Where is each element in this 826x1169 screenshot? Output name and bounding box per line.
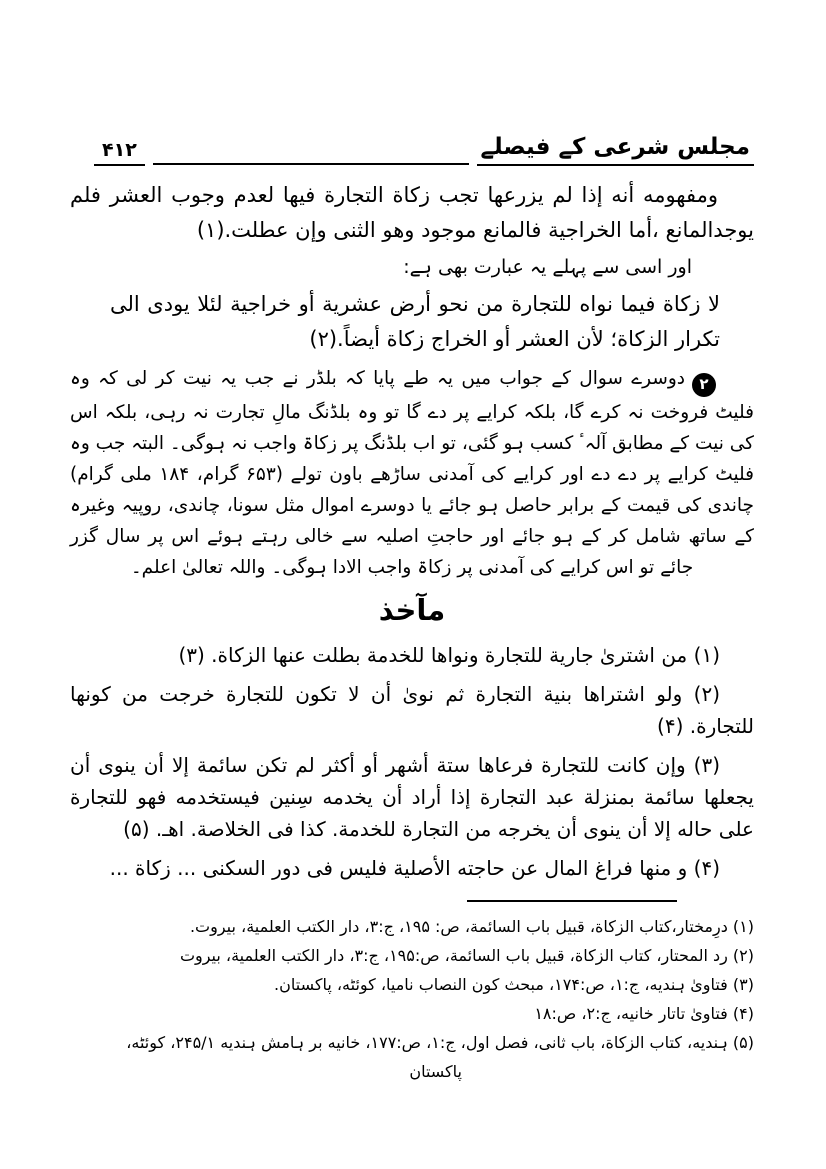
arabic-paragraph-1: ومفهومه أنه إذا لم يزرعها تجب زكاة التجارة فيها لعدم وجوب العشر فلم يوجدالمانع ،أما الخراجية فالمانع موجود وهو الثنى وإن عطلت.(١) <box>70 183 754 242</box>
urdu-answer-paragraph <box>70 363 754 583</box>
footnote: (۱) درِمختار،کتاب الزکاة، قبیل باب السائمة، ص: ۱۹۵، ج:۳، دار الکتب العلمیة، بیروت. <box>189 916 754 936</box>
footnote: (۵) ہندیه، کتاب الزکاة، باب ثانی، فصل اول، ج:۱، ص:۱۷۷، خانیه بر ہامش ہندیه ۲۴۵/۱، کوئٹه، پاکستان <box>126 1032 754 1081</box>
header-rule <box>153 163 469 165</box>
book-title: مجلس شرعی کے فیصلے <box>477 134 754 166</box>
source-item: (۴) و منها فراغ المال عن حاجته الأصلية فليس فى دور السكنى ... زكاة ... <box>109 855 720 880</box>
footnote-separator <box>467 900 677 902</box>
footnote: (۳) فتاویٰ ہندیه، ج:۱، ص:۱۷۴، مبحث کون النصاب نامیا، کوئٹه، پاکستان. <box>274 974 754 994</box>
arabic-quote-paragraph: لا زكاة فيما نواه للتجارة من نحو أرض عشرية أو خراجية لئلا يودى الى تكرار الزكاة؛ لأن العشر أو الخراج زكاة أيضاً.(٢) <box>110 292 720 351</box>
footnote: (۴) فتاویٰ تاتار خانیه، ج:۲، ص:۱۸ <box>534 1003 754 1023</box>
source-item: (۱) من اشترىٰ جارية للتجارة ونواها للخدمة بطلت عنها الزكاة. (۳) <box>178 642 720 667</box>
footnotes-block <box>70 912 754 1086</box>
sources-heading: مآخذ <box>378 592 446 627</box>
urdu-intro-line: اور اسی سے پہلے یہ عبارت بھی ہے: <box>403 256 692 278</box>
urdu-answer-text: دوسرے سوال کے جواب میں یہ طے پایا کہ بلڈر نے جب یہ نیت کر لی کہ وہ فلیٹ فروخت نہ کرے گا، بلکہ کرایے پر دے گا تو وہ بلڈنگ مالِ تجارت نہ رہی، بلکہ اس کی نیت کے مطابق آلہٴ کسب ہو گئی، تو اب بلڈنگ پر زکاۃ واجب نہ ہوگی۔ البتہ جب وہ فلیٹ کرایے پر دے دے اور کرایے کی آمدنی ساڑھے باون تولے (۶۵۳ گرام، ۱۸۴ ملی گرام) چاندی کی قیمت کے برابر حاصل ہو جائے یا دوسرے اموال مثل سونا، چاندی، روپیہ وغیرہ کے ساتھ شامل کر کے ہو جائے اور حاجتِ اصلیہ سے خالی رہتے ہوئے اس پر سال گزر جائے تو اس کرایے کی آمدنی پر زکاۃ واجب الادا ہوگی۔ واللہ تعالیٰ اعلم۔ <box>70 368 754 578</box>
page-number: ۴۱۲ <box>94 139 145 166</box>
page-header <box>70 134 754 166</box>
answer-number-badge: ۲ <box>692 373 716 397</box>
footnote: (۲) رد المحتار، کتاب الزکاة، قبیل باب السائمة، ص:۱۹۵، ج:۳، دار الکتب العلمیة، بیروت <box>179 945 754 965</box>
source-item: (۳) وإن كانت للتجارة فرعاها ستة أشهر أو أكثر لم تكن سائمة إلا أن ينوى أن يجعلها سائمة بمنزلة عبد التجارة إذا أراد أن يخدمه سِنين فيستخدمه فهو للتجارة على حاله إلا أن ينوى أن يخرجه من التجارة للخدمة. كذا فى الخلاصة. اهـ. (۵) <box>70 752 754 841</box>
source-item: (۲) ولو اشتراها بنية التجارة ثم نوىٰ أن لا تكون للتجارة خرجت من كونها للتجارة. (۴) <box>70 681 754 738</box>
sources-list <box>70 639 754 884</box>
page-body <box>70 178 754 1086</box>
